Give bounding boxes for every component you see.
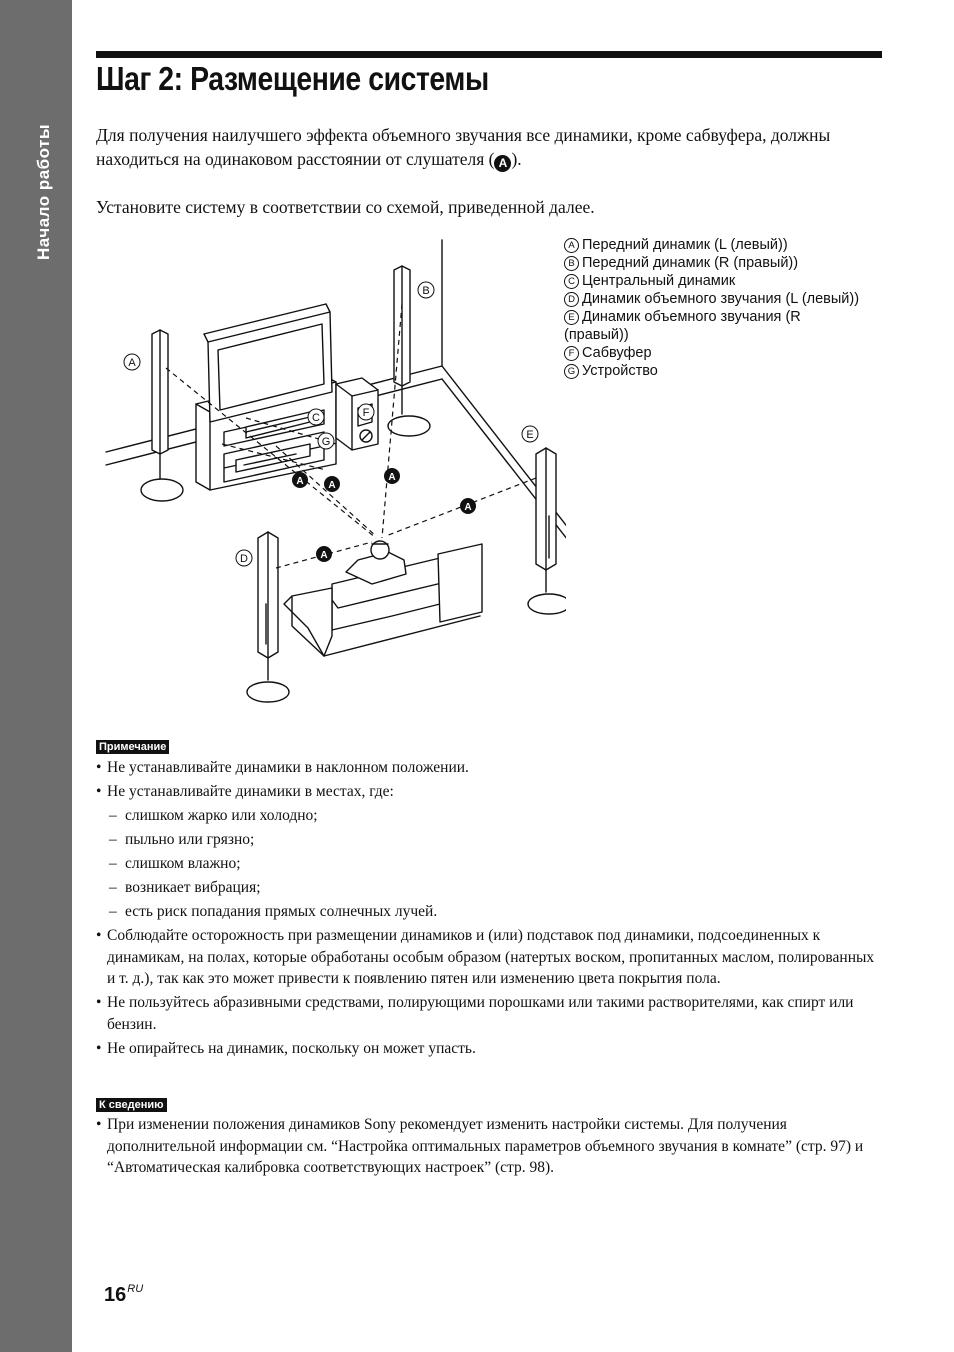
legend-text: Динамик объемного звучания (R (правый)) xyxy=(564,309,801,343)
legend-letter: A xyxy=(564,238,579,253)
note-subitem: – слишком влажно; xyxy=(96,853,886,875)
legend-letter: C xyxy=(564,274,579,289)
side-tab xyxy=(0,0,72,1352)
surround-left-speaker xyxy=(247,532,289,702)
intro-text-after: ). xyxy=(511,149,522,169)
label-g xyxy=(318,433,334,449)
legend-item xyxy=(564,344,864,362)
svg-text:A: A xyxy=(328,480,336,491)
legend-letter: E xyxy=(564,310,579,325)
tip-list xyxy=(96,1114,886,1181)
label-f xyxy=(358,404,374,420)
legend-text: Передний динамик (R (правый)) xyxy=(582,255,799,271)
intro-paragraph xyxy=(96,123,836,172)
intro-marker-badge: A xyxy=(494,155,511,172)
label-e xyxy=(522,426,538,442)
label-d xyxy=(236,550,252,566)
note-list xyxy=(96,757,886,1062)
note-tag: Примечание xyxy=(96,740,169,754)
page-title: Шаг 2: Размещение системы xyxy=(96,60,489,97)
page-number-suffix: RU xyxy=(127,1283,144,1295)
legend-letter: F xyxy=(564,346,579,361)
label-c xyxy=(308,409,324,425)
svg-text:G: G xyxy=(321,436,331,448)
legend-letter: D xyxy=(564,292,579,307)
tip-tag: К сведению xyxy=(96,1098,167,1112)
note-item: • Соблюдайте осторожность при размещении динамиков и (или) подставок под динамики, подсоединенных к динамикам, на полах, которые обработаны особым образом (натертых воском, пропитанных маслом, полированных и т. д.), так как это может привести к появлению пятен или изменению цвета покрытия пола. xyxy=(96,925,886,990)
legend-text: Центральный динамик xyxy=(582,273,736,289)
diagram-legend xyxy=(564,236,864,380)
legend-item xyxy=(564,254,864,272)
svg-text:A: A xyxy=(128,357,136,369)
section-label: Начало работы xyxy=(34,124,53,260)
intro-text-before: Для получения наилучшего эффекта объемного звучания все динамики, кроме сабвуфера, должны находиться на одинаковом расстоянии от слушателя ( xyxy=(96,125,831,169)
note-subitem: – слишком жарко или холодно; xyxy=(96,805,886,827)
legend-letter: B xyxy=(564,256,579,271)
legend-text: Устройство xyxy=(582,363,658,379)
front-left-speaker xyxy=(141,330,183,501)
svg-text:A: A xyxy=(320,550,328,561)
speaker-placement-diagram xyxy=(96,232,566,722)
title-rule xyxy=(96,51,882,58)
label-b xyxy=(418,282,434,298)
note-item: • Не устанавливайте динамики в наклонном положении. xyxy=(96,757,886,779)
legend-text: Сабвуфер xyxy=(582,345,652,361)
legend-text: Динамик объемного звучания (L (левый)) xyxy=(582,291,860,307)
svg-text:A: A xyxy=(296,476,304,487)
legend-item xyxy=(564,290,864,308)
note-subitem: – возникает вибрация; xyxy=(96,877,886,899)
legend-item xyxy=(564,362,864,380)
note-subitem: – есть риск попадания прямых солнечных лучей. xyxy=(96,901,886,923)
legend-item xyxy=(564,272,864,290)
svg-text:A: A xyxy=(388,472,396,483)
page-number-value: 16 xyxy=(104,1284,127,1306)
legend-text: Передний динамик (L (левый)) xyxy=(582,237,788,253)
svg-text:A: A xyxy=(464,502,472,513)
svg-text:F: F xyxy=(362,407,370,419)
note-item: • Не устанавливайте динамики в местах, где: xyxy=(96,781,886,803)
instruction-paragraph: Установите систему в соответствии со схемой, приведенной далее. xyxy=(96,197,595,217)
svg-text:C: C xyxy=(312,412,320,424)
legend-letter: G xyxy=(564,364,579,379)
svg-text:E: E xyxy=(526,429,534,441)
legend-item xyxy=(564,236,864,254)
note-item: • Не опирайтесь на динамик, поскольку он может упасть. xyxy=(96,1038,886,1060)
tip-item: • При изменении положения динамиков Sony рекомендует изменить настройки системы. Для получения дополнительной информации см. “Настройка оптимальных параметров объемного звучания в комнате” (стр. 97) и “Автоматическая калибровка соответствующих настроек” (стр. 98). xyxy=(96,1114,886,1179)
note-subitem: – пыльно или грязно; xyxy=(96,829,886,851)
svg-text:B: B xyxy=(422,285,430,297)
page-number xyxy=(104,1283,143,1307)
note-item: • Не пользуйтесь абразивными средствами, полирующими порошками или такими растворителями, как спирт или бензин. xyxy=(96,992,886,1035)
svg-text:D: D xyxy=(240,553,248,565)
label-a xyxy=(124,354,140,370)
legend-item xyxy=(564,308,864,344)
